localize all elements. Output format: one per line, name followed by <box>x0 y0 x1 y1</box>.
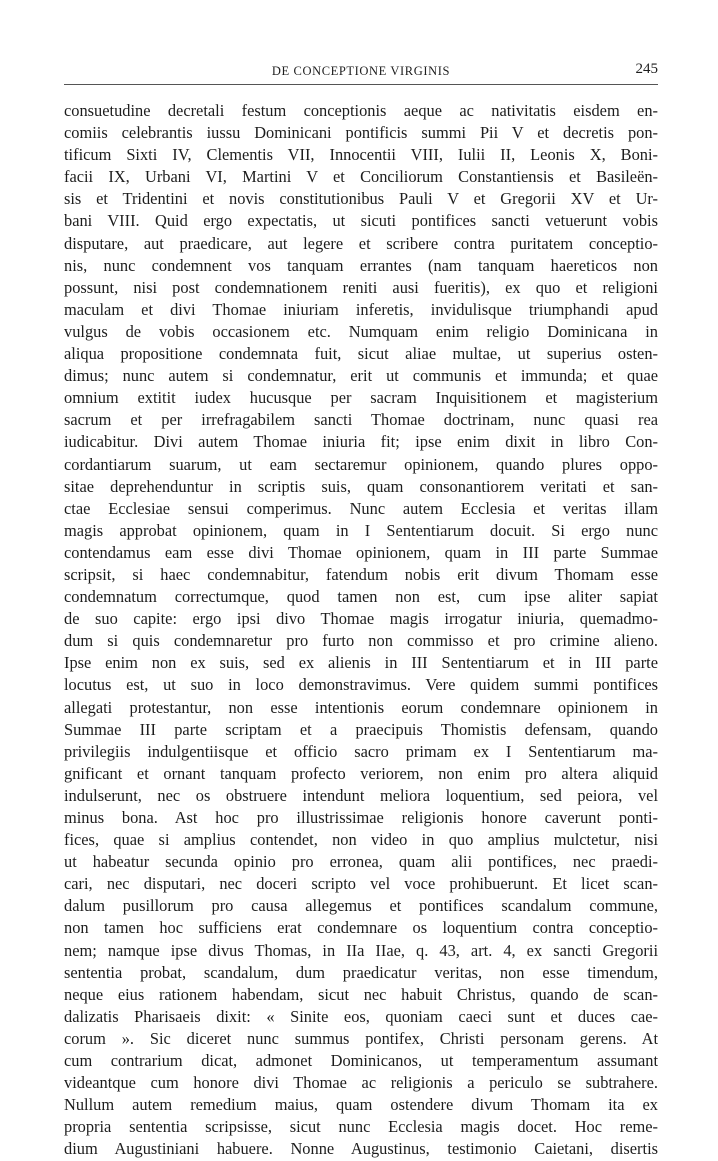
text-line: cordantiarum suarum, ut eam sectaremur opinionem, quando plures oppo- <box>64 454 658 474</box>
text-line: possunt, nisi post condemnationem reniti ausi fueritis), ex quo et religioni <box>64 277 658 297</box>
page-header <box>64 62 658 85</box>
text-line: sitae deprehenduntur in scriptis suis, quam consonantiorem veritati et san- <box>64 476 658 496</box>
text-line: cari, nec disputari, nec doceri scripto vel voce prohibuerunt. Et licet scan- <box>64 874 658 894</box>
text-line: maculam et divi Thomae iniuriam inferetis, invidulisque triumphandi apud <box>64 299 658 319</box>
text-line: contendamus eam esse divi Thomae opinionem, quam in III parte Summae <box>64 542 658 562</box>
running-title: DE CONCEPTIONE VIRGINIS <box>271 64 451 78</box>
text-line: dium Augustiniani habuere. Nonne Augustinus, testimonio Caietani, disertis <box>64 1139 658 1159</box>
text-line: nem; namque ipse divus Thomas, in IIa IIae, q. 43, art. 4, ex sancti Gregorii <box>64 940 658 960</box>
text-line: dalizatis Pharisaeis dixit: « Sinite eos, quoniam caeci sunt et duces cae- <box>64 1006 658 1026</box>
text-line: dalum pusillorum pro causa allegemus et pontifices scandalum commune, <box>64 896 658 916</box>
text-line: videantque cum honore divi Thomae ac religionis a periculo se subtrahere. <box>64 1073 658 1093</box>
text-line: cum contrarium dicat, admonet Dominicanos, ut temperamentum assumant <box>64 1051 658 1071</box>
text-line: ctae Ecclesiae sensui comperimus. Nunc autem Ecclesia et veritas illam <box>64 498 658 518</box>
text-line: corum ». Sic diceret nunc summus pontifex, Christi personam gerens. At <box>64 1028 658 1048</box>
text-line: aliqua propositione condemnata fuit, sicut aliae multae, ut superius osten- <box>64 344 658 364</box>
text-line: gnificant et ornant tanquam profecto veriorem, non enim pro altera aliquid <box>64 763 658 783</box>
text-line: nis, nunc condemnent vos tanquam errantes (nam tanquam haereticos non <box>64 255 658 275</box>
text-line: bani VIII. Quid ergo expectatis, ut sicuti pontifices sancti vetuerunt vobis <box>64 211 658 231</box>
text-line: omnium extitit iudex hucusque per sacram Inquisitionem et magisterium <box>64 388 658 408</box>
text-line: iudicabitur. Divi autem Thomae iniuria fit; ipse enim dixit in libro Con- <box>64 432 658 452</box>
text-line: privilegiis indulgentiisque et officio sacro primam ex I Sententiarum ma- <box>64 741 658 761</box>
body-text <box>64 100 658 1161</box>
text-line: allegati protestantur, non esse intentionis eorum condemnare opinionem in <box>64 697 658 717</box>
text-line: vulgus de vobis occasionem etc. Numquam enim religio Dominicana in <box>64 321 658 341</box>
text-line: neque eius rationem habendam, sicut nec habuit Christus, quando de scan- <box>64 984 658 1004</box>
text-line: de suo capite: ergo ipsi divo Thomae magis irrogatur iniuria, quemadmo- <box>64 609 658 629</box>
text-line: minus bona. Ast hoc pro illustrissimae religionis honore caverunt ponti- <box>64 808 658 827</box>
text-line: non tamen hoc sufficiens erat condemnare os loquentium contra conceptio- <box>64 918 658 938</box>
text-line: dum si quis condemnaretur pro furto non commisso et pro crimine alieno. <box>64 631 658 651</box>
text-line: sis et Tridentini et novis constitutionibus Pauli V et Gregorii XV et Ur- <box>64 189 658 209</box>
text-line: propria sententia scripsisse, sicut nunc Ecclesia magis docet. Hoc reme- <box>64 1117 658 1137</box>
text-line: Ipse enim non ex suis, sed ex alienis in III Sententiarum et in III parte <box>64 653 658 673</box>
text-line: scripsit, si haec condemnabitur, fatendum nobis erit divum Thomam esse <box>64 564 658 584</box>
text-line: fices, quae si amplius contendet, non video in quo amplius mulctetur, nisi <box>64 830 658 850</box>
text-line: sententia probat, scandalum, dum praedicatur veritas, non esse timendum, <box>64 962 658 982</box>
page-number: 245 <box>635 61 658 77</box>
text-line: disputare, aut praedicare, aut legere et scribere contra puritatem conceptio- <box>64 233 658 253</box>
text-line: sacrum et per irrefragabilem sancti Thomae doctrinam, nunc quasi rea <box>64 410 658 430</box>
text-line: locutus est, ut suo in loco demonstravimus. Vere quidem summi pontifices <box>64 675 658 695</box>
text-line: ut habeatur secunda opinio pro erronea, quam alii pontifices, nec praedi- <box>64 852 658 872</box>
text-line: Summae III parte scriptam et a praecipuis Thomistis defensam, quando <box>64 719 658 739</box>
text-line: dimus; nunc autem si condemnatur, erit ut communis et immunda; et quae <box>64 366 658 386</box>
text-line: indulserunt, nec os obstruere intendunt meliora loquentium, sed peiora, vel <box>64 785 658 805</box>
text-line: comiis celebrantis iussu Dominicani pontificis summi Pii V et decretis pon- <box>64 123 658 143</box>
text-line: tificum Sixti IV, Clementis VII, Innocentii VIII, Iulii II, Leonis X, Boni- <box>64 145 658 165</box>
text-line: facii IX, Urbani VI, Martini V et Conciliorum Constantiensis et Basileën- <box>64 167 658 187</box>
text-line: condemnatum correctumque, quod tamen non est, cum ipse aliter sapiat <box>64 587 658 607</box>
text-line: magis approbat opinionem, quam in I Sententiarum docuit. Si ergo nunc <box>64 520 658 540</box>
text-line: Nullum autem remedium maius, quam ostendere divum Thomam ita ex <box>64 1095 658 1115</box>
text-line: consuetudine decretali festum conceptionis aeque ac nativitatis eisdem en- <box>64 101 658 120</box>
